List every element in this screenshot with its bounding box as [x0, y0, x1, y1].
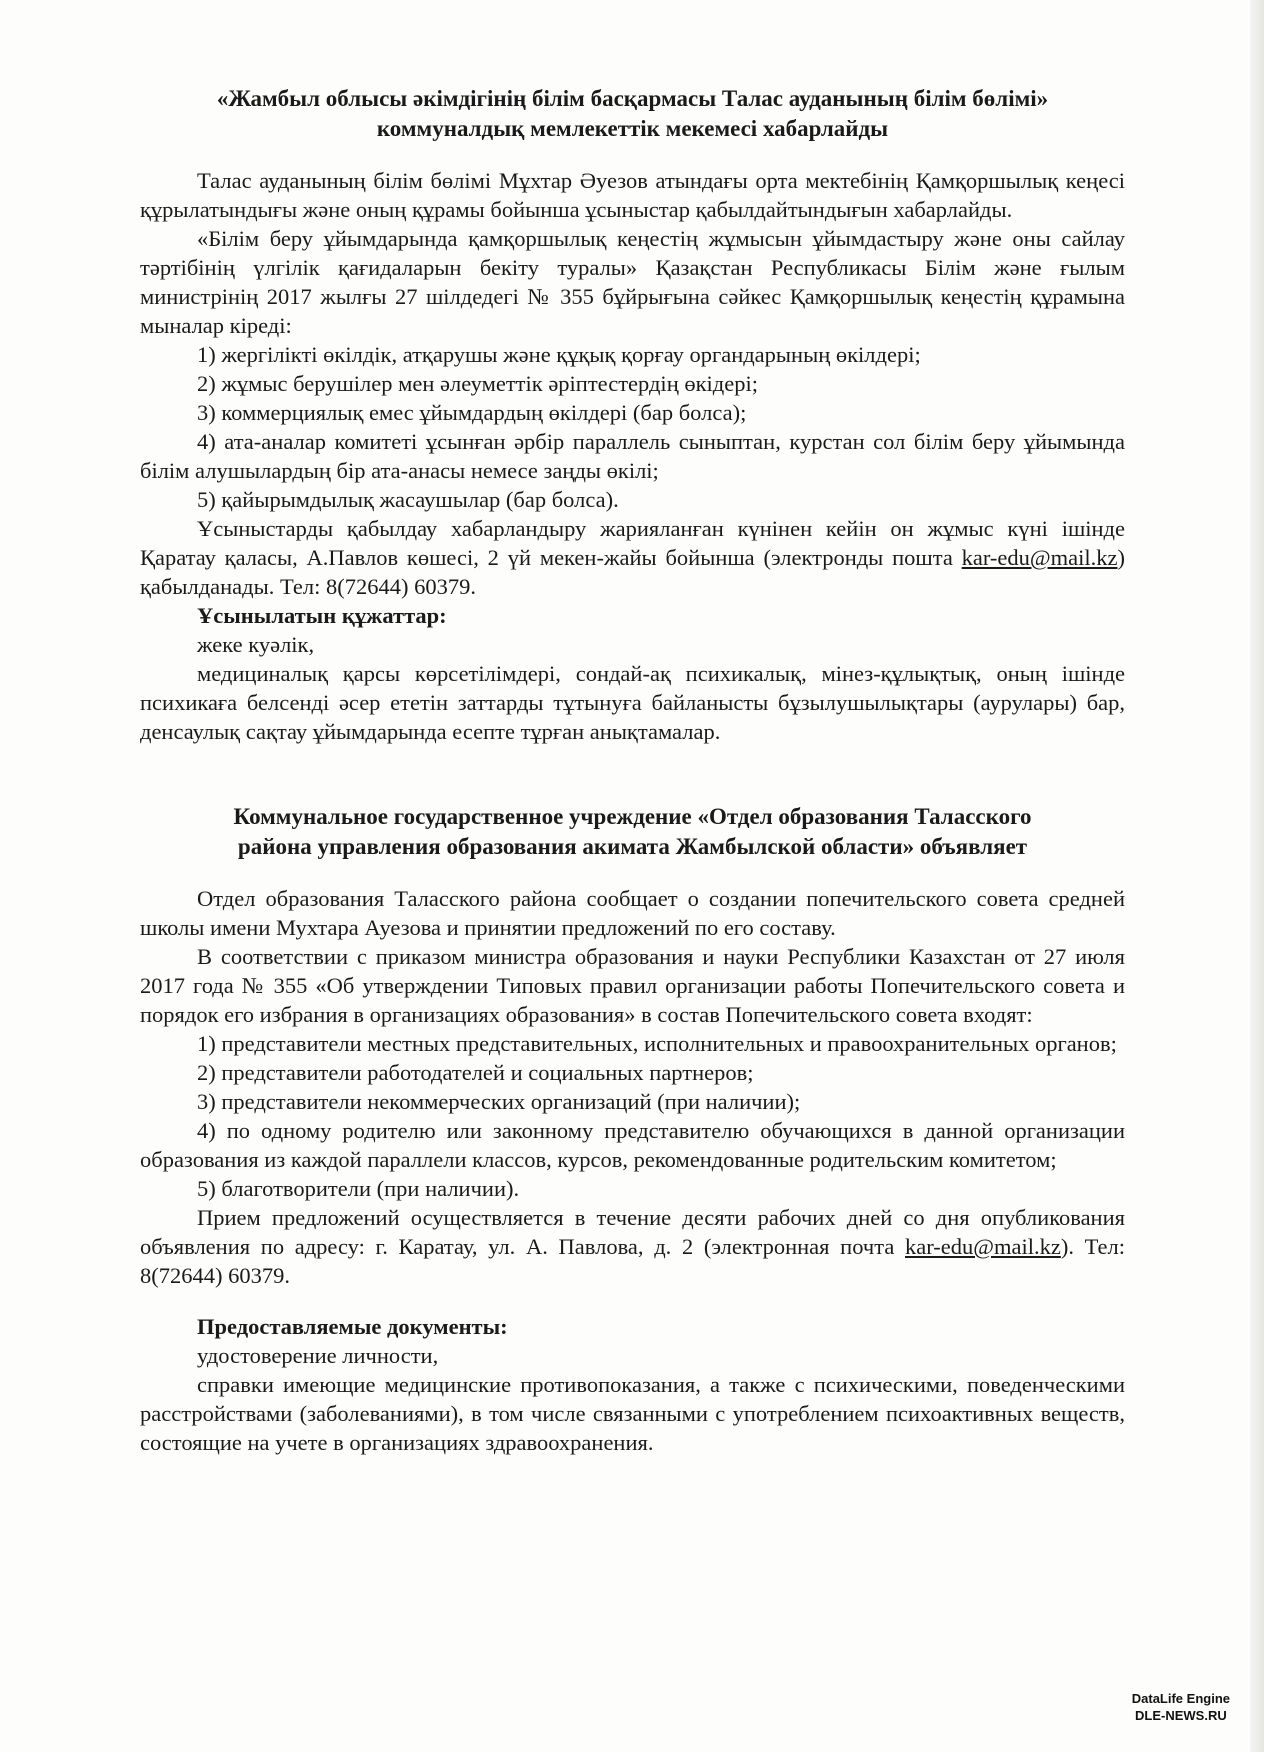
- kazakh-intro: Талас ауданының білім бөлімі Мұхтар Әуезов атындағы орта мектебінің Қамқоршылық кеңесі құрылатындығы және оның құрамы бойынша ұсыныстар қабылдайтындығын хабарлайды.: [140, 168, 1125, 222]
- russian-announcement: [140, 802, 1125, 1457]
- site-watermark: [1132, 1690, 1230, 1724]
- russian-list-item-4: 4) по одному родителю или законному представителю обучающихся в данной организации образования из каждой параллели классов, курсов, рекомендованные родительским комитетом;: [140, 1118, 1125, 1172]
- kazakh-title-line1: «Жамбыл облысы әкімдігінің білім басқармасы Талас ауданының білім бөлімі»: [216, 86, 1049, 111]
- russian-acceptance-text: Прием предложений осуществляется в течение десяти рабочих дней со дня опубликования объявления по адресу: г. Каратау, ул. А. Павлова, д. 2 (электронная почта: [140, 1205, 1125, 1259]
- kazakh-document-2: медициналық қарсы көрсетілімдері, сондай-ақ психикалық, мінез-құлықтық, оның ішінде психикаға белсенді әсер ететін заттарды тұтынуға байланысты бұзылушылықтары (аурулары) бар, денсаулық сақтау ұйымдарында есепте тұрған анықтамалар.: [140, 661, 1125, 744]
- kazakh-title-line2: коммуналдық мемлекеттік мекемесі хабарлайды: [376, 116, 889, 141]
- russian-email-link[interactable]: kar-edu@mail.kz: [905, 1234, 1061, 1259]
- kazakh-acceptance-text: Ұсыныстарды қабылдау хабарландыру жарияланған күнінен кейін он жұмыс күні ішінде Қаратау қаласы, А.Павлов көшесі, 2 үй мекен-жайы бойынша (электронды пошта: [140, 516, 1125, 570]
- kazakh-announcement: [140, 84, 1125, 746]
- kazakh-email-link[interactable]: kar-edu@mail.kz: [961, 545, 1118, 570]
- kazakh-list-item-2: 2) жұмыс берушілер мен әлеуметтік әріптестердің өкідері;: [197, 371, 758, 396]
- kazakh-title: [140, 84, 1125, 144]
- kazakh-document-1: жеке куәлік,: [197, 632, 315, 657]
- russian-acceptance: [140, 1203, 1125, 1290]
- russian-title-line1: Коммунальное государственное учреждение «Отдел образования Таласского: [233, 804, 1032, 829]
- watermark-line2: DLE-NEWS.RU: [1135, 1708, 1227, 1723]
- kazakh-list-item-5: 5) қайырымдылық жасаушылар (бар болса).: [197, 487, 619, 512]
- kazakh-list-item-1: 1) жергілікті өкілдік, атқарушы және құқық қорғау органдарының өкілдері;: [197, 342, 921, 367]
- kazakh-acceptance: [140, 514, 1125, 601]
- kazakh-basis: «Білім беру ұйымдарында қамқоршылық кеңестің жұмысын ұйымдастыру және оны сайлау тәртібінің үлгілік қағидаларын бекіту туралы» Қазақстан Республикасы Білім және ғылым министрінің 2017 жылғы 27 шілдедегі № 355 бұйрығына сәйкес Қамқоршылық кеңестің құрамына мыналар кіреді:: [140, 226, 1125, 338]
- watermark-line1: DataLife Engine: [1131, 1691, 1230, 1706]
- kazakh-list-item-3: 3) коммерциялық емес ұйымдардың өкілдері (бар болса);: [197, 400, 747, 425]
- kazakh-acceptance-tail: ) қабылданады. Тел: 8(72644) 60379.: [140, 545, 1125, 599]
- kazakh-documents-heading: Ұсынылатын құжаттар:: [197, 603, 447, 628]
- russian-title: [140, 802, 1125, 862]
- kazakh-list-item-4: 4) ата-аналар комитеті ұсынған әрбір параллель сыныптан, курстан сол білім беру ұйымында білім алушылардың бір ата-анасы немесе заңды өкілі;: [140, 429, 1125, 483]
- russian-basis: В соответствии с приказом министра образования и науки Республики Казахстан от 27 июля 2017 года № 355 «Об утверждении Типовых правил организации работы Попечительского совета и порядок его избрания в организациях образования» в состав Попечительского совета входят:: [140, 944, 1125, 1027]
- russian-document-1: удостоверение личности,: [197, 1343, 439, 1368]
- russian-list-item-5: 5) благотворители (при наличии).: [197, 1176, 520, 1201]
- russian-list-item-2: 2) представители работодателей и социальных партнеров;: [197, 1060, 754, 1085]
- russian-list-item-3: 3) представители некоммерческих организаций (при наличии);: [197, 1089, 801, 1114]
- russian-document-2: справки имеющие медицинские противопоказания, а также с психическими, поведенческими расстройствами (заболеваниями), в том числе связанными с употреблением психоактивных веществ, состоящие на учете в организациях здравоохранения.: [140, 1372, 1125, 1455]
- russian-acceptance-tail: ). Тел: 8(72644) 60379.: [140, 1234, 1125, 1288]
- russian-intro: Отдел образования Таласского района сообщает о создании попечительского совета средней школы имени Мухтара Ауезова и принятии предложений по его составу.: [140, 886, 1125, 940]
- russian-documents-heading: Предоставляемые документы:: [197, 1314, 508, 1339]
- russian-title-line2: района управления образования акимата Жамбылской области» объявляет: [237, 834, 1028, 859]
- page-edge-shadow: [1250, 0, 1264, 1752]
- russian-list-item-1: 1) представители местных представительных, исполнительных и правоохранительных органов;: [197, 1031, 1117, 1056]
